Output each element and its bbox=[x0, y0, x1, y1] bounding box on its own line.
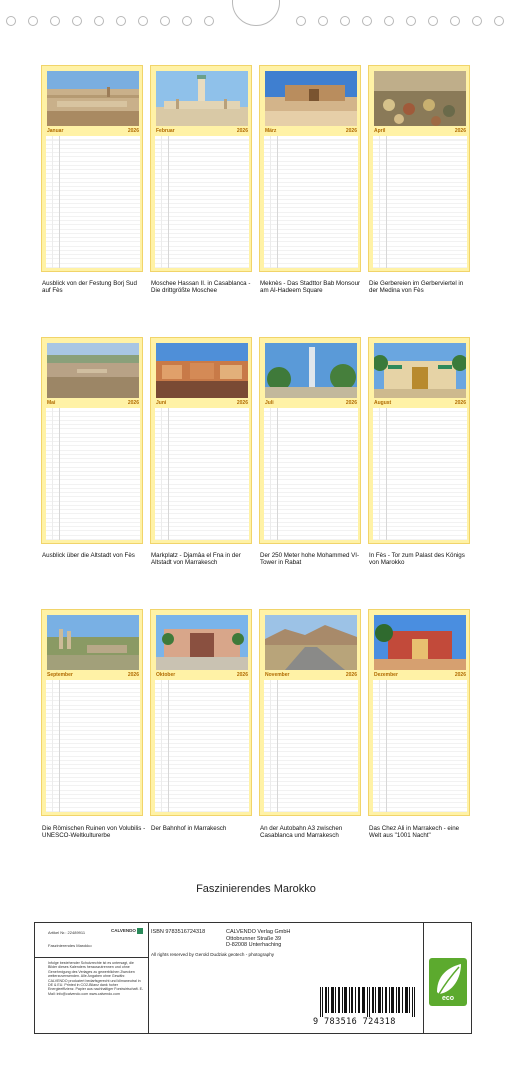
month-name: Januar bbox=[47, 128, 64, 134]
month-name: August bbox=[374, 400, 392, 406]
month-panel-january bbox=[41, 65, 143, 272]
barcode-icon bbox=[320, 987, 420, 1017]
month-name: März bbox=[265, 128, 277, 134]
isbn: ISBN 9783516724318 bbox=[151, 929, 206, 935]
binding-hole-icon bbox=[160, 16, 170, 26]
month-panel-november bbox=[259, 609, 361, 816]
month-year: 2026 bbox=[345, 128, 357, 134]
day-grid bbox=[373, 408, 467, 540]
day-grid bbox=[373, 680, 467, 812]
month-year: 2026 bbox=[127, 128, 139, 134]
month-panel-september bbox=[41, 609, 143, 816]
photo-chez-ali bbox=[374, 615, 466, 670]
month-name: Februar bbox=[156, 128, 175, 134]
binding-hole-icon bbox=[204, 16, 214, 26]
binding-hole-icon bbox=[28, 16, 38, 26]
photo-volubilis bbox=[47, 615, 139, 670]
photo-fes-panorama bbox=[47, 71, 139, 126]
photo-highway-a3 bbox=[265, 615, 357, 670]
photo-caption: Meknès - Das Stadttor Bab Monsour am Al-Hadeem Square bbox=[260, 280, 361, 295]
month-panel-march bbox=[259, 65, 361, 272]
binding-hole-icon bbox=[6, 16, 16, 26]
publisher-street: Ottobrunner Straße 39 bbox=[226, 935, 282, 942]
month-panel-july bbox=[259, 337, 361, 544]
photo-caption: Ausblick über die Altstadt von Fès bbox=[42, 552, 135, 559]
day-grid bbox=[155, 680, 249, 812]
month-panel-april bbox=[368, 65, 470, 272]
imprint-box bbox=[34, 922, 472, 1034]
month-name: September bbox=[47, 672, 73, 678]
calvendo-logo: CALVENDO bbox=[111, 928, 136, 933]
month-panel-february bbox=[150, 65, 252, 272]
photo-hassan-mosque bbox=[156, 71, 248, 126]
month-year: 2026 bbox=[127, 672, 139, 678]
barcode-number: 9 783516 724318 bbox=[313, 1017, 396, 1027]
binding-hole-icon bbox=[362, 16, 372, 26]
imprint-left-column bbox=[35, 923, 149, 1033]
month-name: April bbox=[374, 128, 386, 134]
day-grid bbox=[373, 136, 467, 268]
month-year: 2026 bbox=[127, 400, 139, 406]
photo-mohammed-tower bbox=[265, 343, 357, 398]
binding-hole-icon bbox=[182, 16, 192, 26]
day-grid bbox=[264, 680, 358, 812]
month-year: 2026 bbox=[454, 128, 466, 134]
month-year: 2026 bbox=[236, 128, 248, 134]
photo-caption: Ausblick von der Festung Borj Sud auf Fès bbox=[42, 280, 137, 295]
photo-djemaa-el-fna bbox=[156, 343, 248, 398]
photo-royal-palace-gate bbox=[374, 343, 466, 398]
photo-caption: Die Römischen Ruinen von Volubilis - UNESCO-Weltkulturerbe bbox=[42, 825, 146, 840]
month-panel-august bbox=[368, 337, 470, 544]
calvendo-logo-mark-icon bbox=[137, 928, 143, 934]
photo-marrakesh-station bbox=[156, 615, 248, 670]
publisher-city: D-82008 Unterhaching bbox=[226, 942, 282, 949]
month-year: 2026 bbox=[454, 672, 466, 678]
publisher-name: CALVENDO Verlag GmbH bbox=[226, 929, 291, 935]
photo-bab-mansour bbox=[265, 71, 357, 126]
binding-hole-icon bbox=[138, 16, 148, 26]
month-year: 2026 bbox=[236, 400, 248, 406]
day-grid bbox=[264, 408, 358, 540]
day-grid bbox=[264, 136, 358, 268]
month-panel-may bbox=[41, 337, 143, 544]
legal-text: Infolge bestehender Schutzrechte ist es untersagt, die Bilder dieses Kalenders herauszutrennen und ohne Genehmigung des Verlages zu gewerblichen Zwecken weiterzuverwenden. Alle Angaben ohne Gewähr. CALVENDO produziert bedarfsgerecht und klimaneutral in DE & EU. Printed in CO2-Bilanz dank hoher Energieeffizienz. Papier aus nachhaltiger Forstwirtschaft. E-Mail: info@calvendo.com www.calvendo.com bbox=[48, 961, 144, 996]
day-grid bbox=[155, 408, 249, 540]
photo-caption: Der Bahnhof in Marrakesch bbox=[151, 825, 227, 832]
binding-hole-icon bbox=[50, 16, 60, 26]
binding-strip bbox=[0, 0, 512, 40]
binding-hole-icon bbox=[406, 16, 416, 26]
calendar-title: Faszinierendes Marokko bbox=[196, 883, 316, 895]
month-name: Mai bbox=[47, 400, 56, 406]
month-name: November bbox=[265, 672, 290, 678]
day-grid bbox=[46, 680, 140, 812]
month-name: Dezember bbox=[374, 672, 398, 678]
month-panel-october bbox=[150, 609, 252, 816]
binding-hole-icon bbox=[494, 16, 504, 26]
photo-fes-oldtown bbox=[47, 343, 139, 398]
binding-hole-icon bbox=[94, 16, 104, 26]
binding-hole-icon bbox=[428, 16, 438, 26]
eco-label: eco bbox=[441, 995, 455, 1002]
photo-tanneries bbox=[374, 71, 466, 126]
photo-caption: Markplatz - Djamâa el Fna in der Altstadt von Marrakesch bbox=[151, 552, 241, 567]
photo-caption: In Fès - Tor zum Palast des Königs von Marokko bbox=[369, 552, 465, 567]
binding-hole-icon bbox=[296, 16, 306, 26]
month-name: Juni bbox=[156, 400, 167, 406]
rights-line: All rights reserved by Gerold Dudziak geotech - photography bbox=[151, 952, 275, 957]
binding-hole-icon bbox=[318, 16, 328, 26]
photo-caption: Der 250 Meter hohe Mohammed VI-Tower in Rabat bbox=[260, 552, 360, 567]
day-grid bbox=[155, 136, 249, 268]
month-panel-december bbox=[368, 609, 470, 816]
photo-caption: Das Chez Ali in Marrakech - eine Welt aus "1001 Nacht" bbox=[369, 825, 460, 840]
month-year: 2026 bbox=[345, 400, 357, 406]
hanger-cutout-icon bbox=[232, 0, 280, 26]
article-number: Artikel Nr.: 22489911 bbox=[48, 930, 86, 935]
imprint-header bbox=[35, 923, 148, 958]
eco-column bbox=[423, 923, 472, 1033]
month-name: Juli bbox=[265, 400, 274, 406]
month-year: 2026 bbox=[454, 400, 466, 406]
binding-hole-icon bbox=[116, 16, 126, 26]
imprint-small-title: Faszinierendes Marokko bbox=[48, 943, 92, 948]
photo-caption: An der Autobahn A3 zwischen Casablanca und Marrakesch bbox=[260, 825, 343, 840]
month-panel-june bbox=[150, 337, 252, 544]
day-grid bbox=[46, 408, 140, 540]
photo-caption: Moschee Hassan II. in Casablanca - Die drittgrößte Moschee bbox=[151, 280, 251, 295]
binding-hole-icon bbox=[384, 16, 394, 26]
photo-caption: Die Gerbereien im Gerberviertel in der Medina von Fès bbox=[369, 280, 464, 295]
binding-hole-icon bbox=[450, 16, 460, 26]
binding-hole-icon bbox=[72, 16, 82, 26]
binding-hole-icon bbox=[340, 16, 350, 26]
binding-hole-icon bbox=[472, 16, 482, 26]
month-year: 2026 bbox=[345, 672, 357, 678]
day-grid bbox=[46, 136, 140, 268]
month-name: Oktober bbox=[156, 672, 176, 678]
month-year: 2026 bbox=[236, 672, 248, 678]
eco-badge bbox=[429, 958, 467, 1006]
